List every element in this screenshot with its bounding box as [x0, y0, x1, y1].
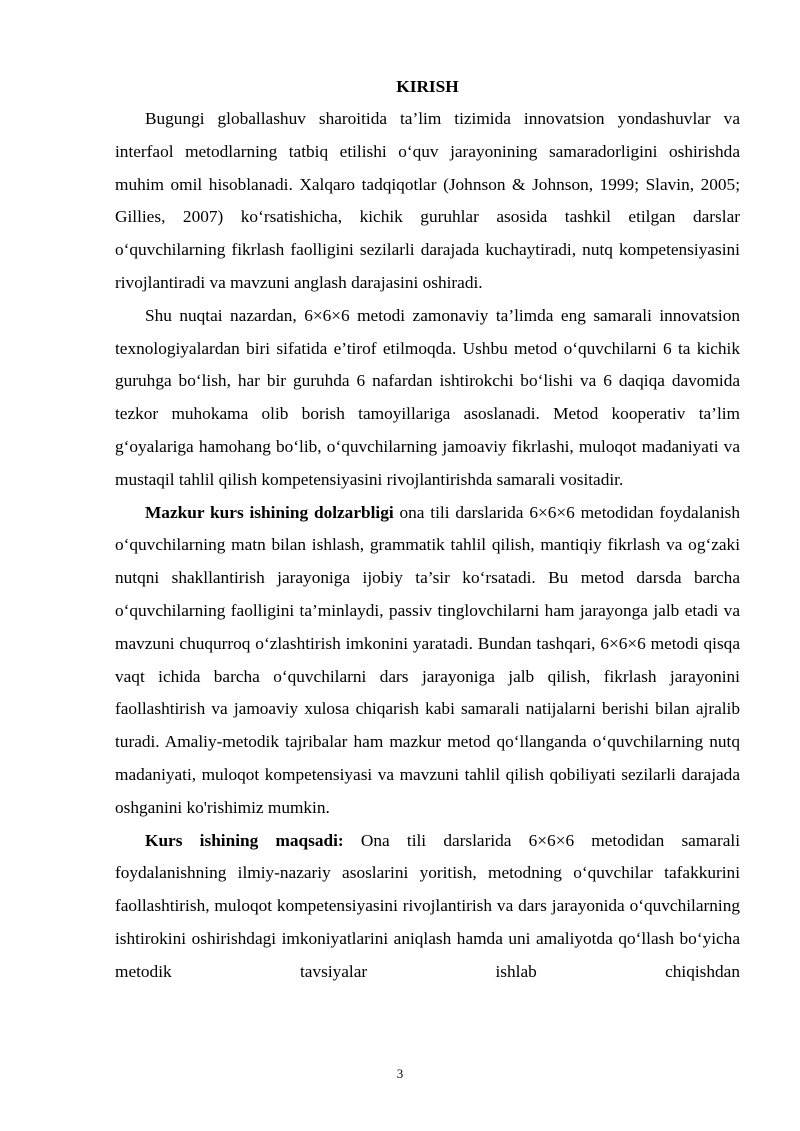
goal-text: Ona tili darslarida 6×6×6 metodidan samarali foydalanishning ilmiy-nazariy asoslarini yoritish, metodning o‘quvchilar tafakkurini faollashtirish, muloqot kompetensiyasini rivojlantirish va dars jarayonida o‘quvchilarning ishtirokini oshirishdagi imkoniyatlarini aniqlash hamda uni amaliyotda qo‘llash bo‘yicha metodik tavsiyalar ishlab chiqishdan: [115, 830, 740, 981]
relevance-text: ona tili darslarida 6×6×6 metodidan foydalanish o‘quvchilarning matn bilan ishlash, grammatik tahlil qilish, mantiqiy fikrlash va og‘zaki nutqni shakllantirish jarayoniga ijobiy ta’sir ko‘rsatadi. Bu metod darsda barcha o‘quvchilarning faolligini ta’minlaydi, passiv tinglovchilarni ham jarayonga jalb etadi va mavzuni chuqurroq o‘zlashtirish imkonini yaratadi. Bundan tashqari, 6×6×6 metodi qisqa vaqt ichida barcha o‘quvchilarni dars jarayoniga jalb qilish, fikrlash jarayonini faollashtirish va jamoaviy xulosa chiqarish kabi samarali natijalarni berishi bilan ajralib turadi. Amaliy-metodik tajribalar ham mazkur metod qo‘llanganda o‘quvchilarning nutq madaniyati, muloqot kompetensiyasi va mavzuni tahlil qilish qobiliyati sezilarli darajada oshganini ko'rishimiz mumkin.: [115, 502, 740, 817]
paragraph-relevance: [115, 497, 740, 825]
paragraph-goal: [115, 825, 740, 989]
page-number: 3: [396, 1066, 404, 1081]
paragraph-intro: Bugungi globallashuv sharoitida ta’lim tizimida innovatsion yondashuvlar va interfaol metodlarning tatbiq etilishi o‘quv jarayonining samaradorligini oshirishda muhim omil hisoblanadi. Xalqaro tadqiqotlar (Johnson & Johnson, 1999; Slavin, 2005; Gillies, 2007) ko‘rsatishicha, kichik guruhlar asosida tashkil etilgan darslar o‘quvchilarning fikrlash faolligini sezilarli darajada kuchaytiradi, nutq kompetensiyasini rivojlantiradi va mavzuni anglash darajasini oshiradi.: [115, 109, 740, 292]
section-title: KIRISH: [396, 77, 459, 96]
relevance-heading: Mazkur kurs ishining dolzarbligi: [145, 502, 394, 522]
goal-heading: Kurs ishining maqsadi:: [145, 830, 344, 850]
paragraph-method: Shu nuqtai nazardan, 6×6×6 metodi zamonaviy ta’limda eng samarali innovatsion texnologiyalardan biri sifatida e’tirof etilmoqda. Ushbu metod o‘quvchilarni 6 ta kichik guruhga bo‘lish, har bir guruhda 6 nafardan ishtirokchi bo‘lishi va 6 daqiqa davomida tezkor muhokama olib borish tamoyillariga asoslanadi. Metod kooperativ ta’lim g‘oyalariga hamohang bo‘lib, o‘quvchilarning jamoaviy fikrlashi, muloqot madaniyati va mustaqil tahlil qilish kompetensiyasini rivojlantirishda samarali vositadir.: [115, 305, 740, 489]
document-body: [115, 75, 740, 989]
